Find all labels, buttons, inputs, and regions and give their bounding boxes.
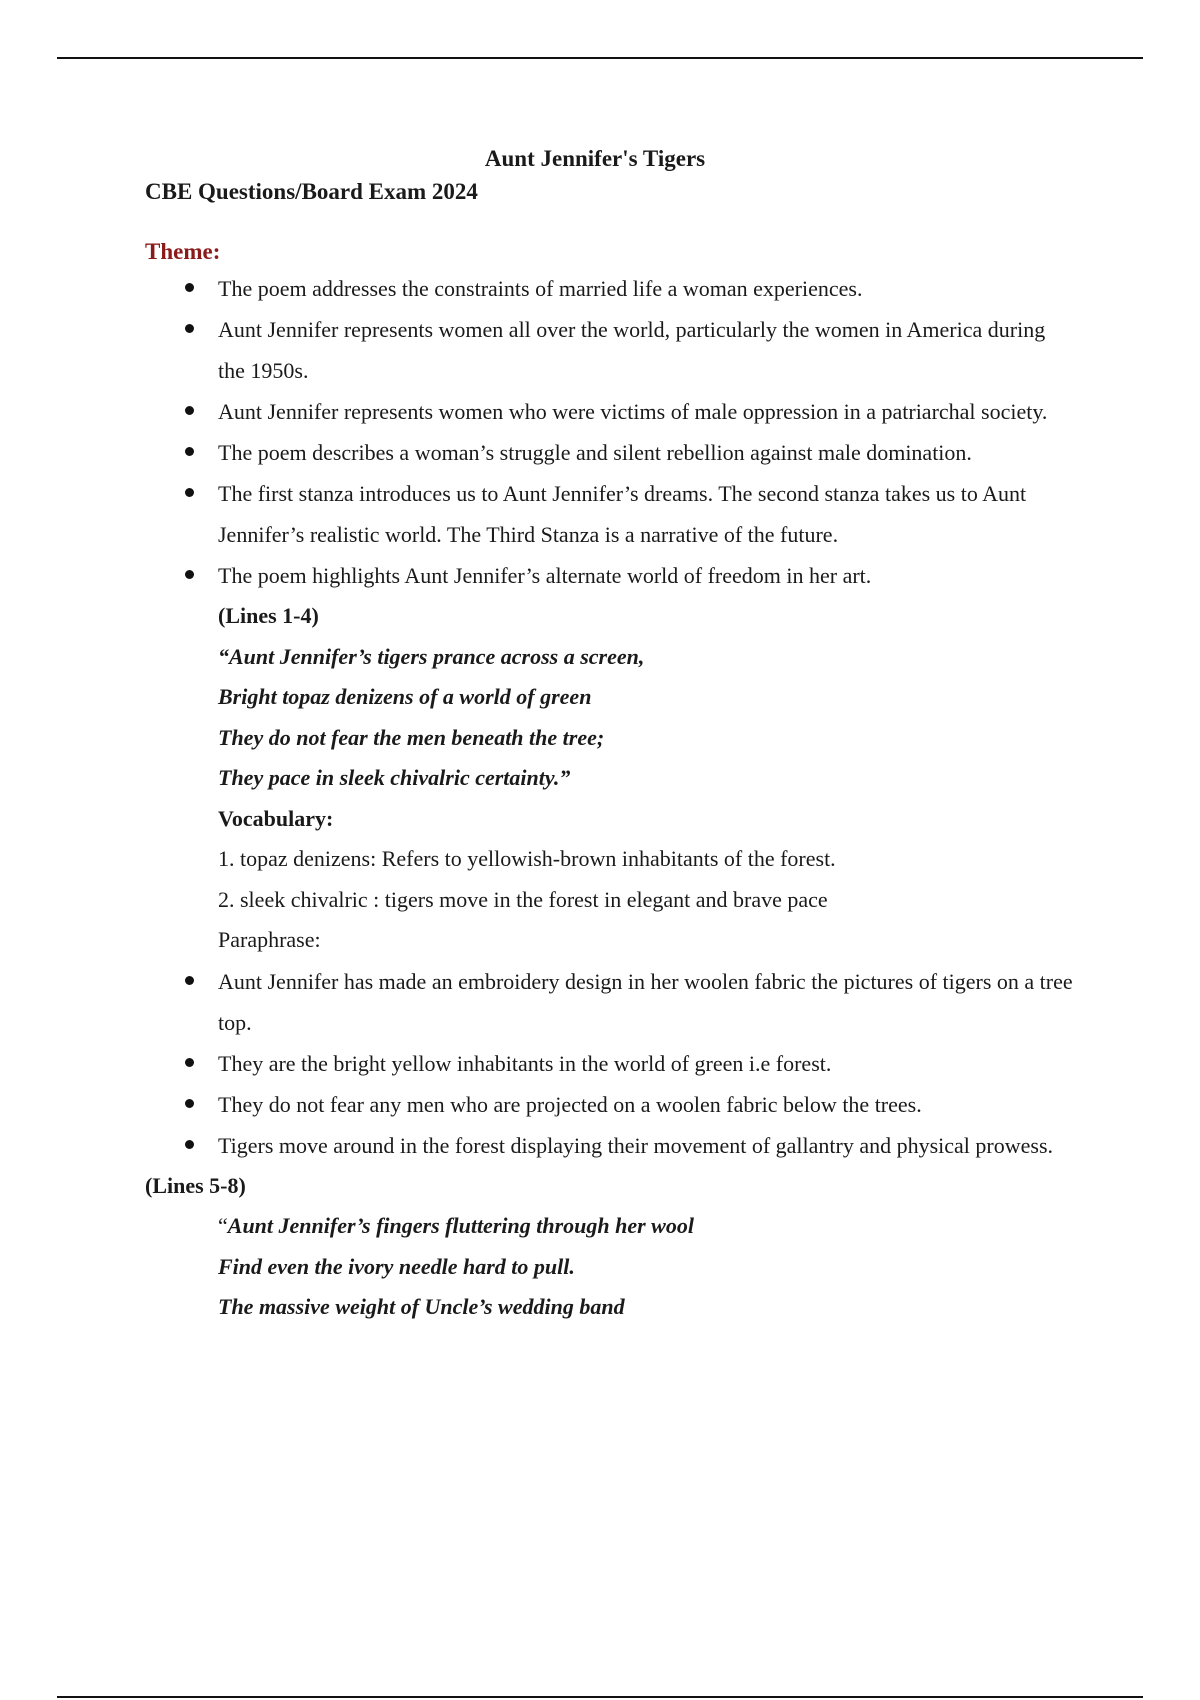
verse-text: Aunt Jennifer’s fingers fluttering through her wool: [227, 1213, 694, 1238]
theme-list: [145, 268, 1075, 596]
list-item: They do not fear any men who are projected on a woolen fabric below the trees.: [145, 1084, 1075, 1125]
list-item: They are the bright yellow inhabitants in the world of green i.e forest.: [145, 1043, 1075, 1084]
theme-heading: Theme:: [145, 239, 221, 264]
vocabulary-item: 2. sleek chivalric : tigers move in the forest in elegant and brave pace: [218, 886, 828, 912]
list-item: Aunt Jennifer represents women all over the world, particularly the women in America during the 1950s.: [145, 309, 1075, 391]
list-item: The poem addresses the constraints of married life a woman experiences.: [145, 268, 1075, 309]
subtitle: CBE Questions/Board Exam 2024: [145, 179, 478, 204]
vocabulary-item: 1. topaz denizens: Refers to yellowish-brown inhabitants of the forest.: [218, 846, 836, 871]
verse-line: They pace in sleek chivalric certainty.”: [218, 765, 571, 790]
page-title: Aunt Jennifer's Tigers: [484, 146, 706, 171]
paraphrase-list: [145, 961, 1075, 1166]
list-item: Aunt Jennifer represents women who were victims of male oppression in a patriarchal society.: [145, 391, 1075, 432]
list-item: The poem describes a woman’s struggle and silent rebellion against male domination.: [145, 432, 1075, 473]
list-item: Aunt Jennifer has made an embroidery design in her woolen fabric the pictures of tigers on a tree top.: [145, 961, 1075, 1043]
verse-line: They do not fear the men beneath the tree;: [218, 724, 605, 750]
verse-line: Find even the ivory needle hard to pull.: [218, 1253, 575, 1279]
vocabulary-heading: Vocabulary:: [218, 805, 334, 831]
verse-line: [145, 1206, 1075, 1247]
document-body: [145, 142, 1075, 1328]
lines-1-4-heading: (Lines 1-4): [218, 603, 319, 628]
verse-line: Bright topaz denizens of a world of green: [218, 684, 592, 709]
lines-5-8-heading: (Lines 5-8): [145, 1172, 246, 1198]
open-quote: “: [218, 1213, 228, 1238]
paraphrase-label: Paraphrase:: [218, 927, 321, 952]
list-item: Tigers move around in the forest displaying their movement of gallantry and physical prowess.: [145, 1125, 1075, 1166]
bottom-rule: [57, 1696, 1143, 1698]
list-item: The poem highlights Aunt Jennifer’s alternate world of freedom in her art.: [145, 555, 1075, 596]
list-item: The first stanza introduces us to Aunt Jennifer’s dreams. The second stanza takes us to Aunt Jennifer’s realistic world. The Third Stanza is a narrative of the future.: [145, 473, 1075, 555]
verse-line: “Aunt Jennifer’s tigers prance across a screen,: [218, 643, 645, 669]
verse-line: The massive weight of Uncle’s wedding band: [218, 1294, 625, 1319]
top-rule: [57, 57, 1143, 59]
